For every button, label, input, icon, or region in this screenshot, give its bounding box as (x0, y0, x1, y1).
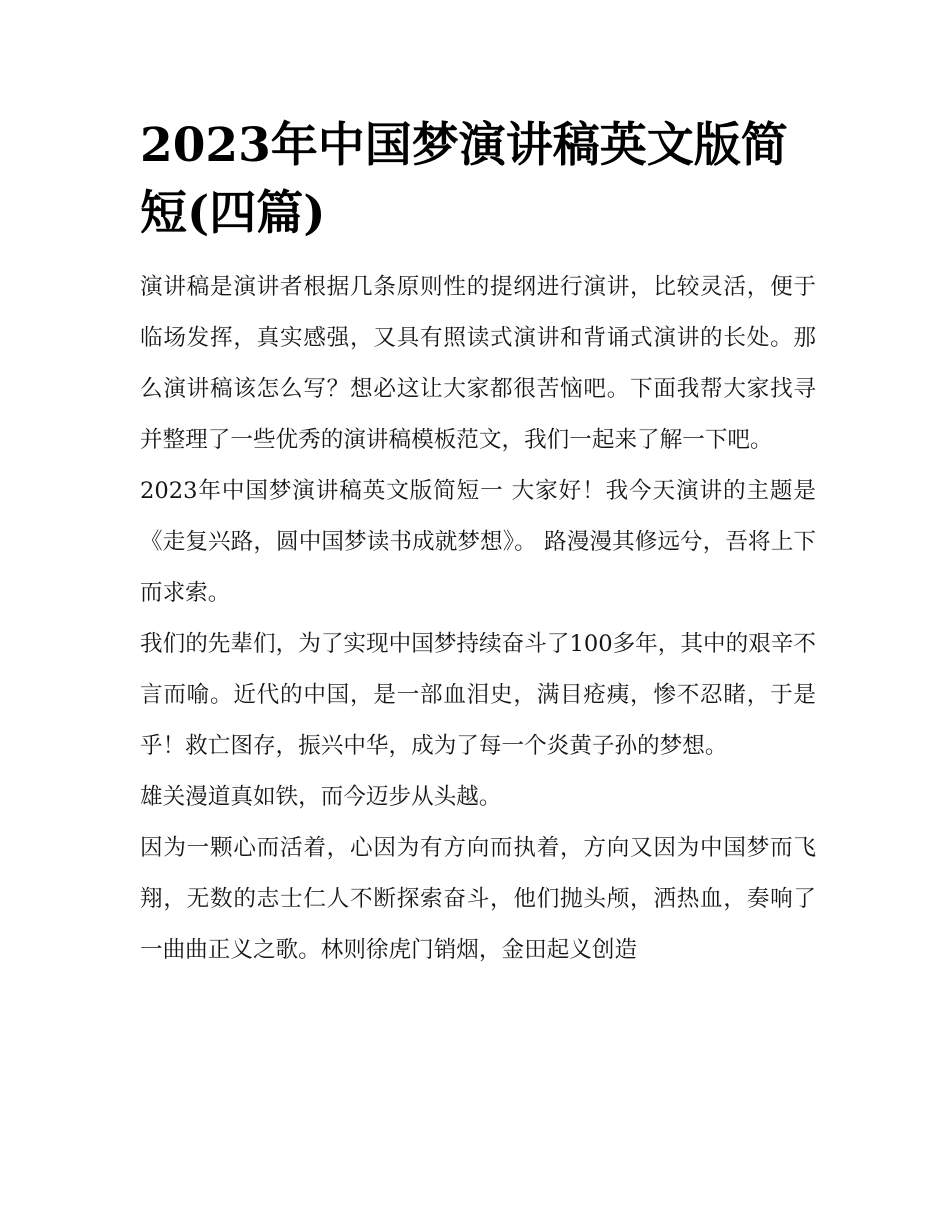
paragraph-intro: 演讲稿是演讲者根据几条原则性的提纲进行演讲，比较灵活，便于临场发挥，真实感强，又具有照读式演讲和背诵式演讲的长处。那么演讲稿该怎么写？想必这让大家都很苦恼吧。下面我帮大家找寻并整理了一些优秀的演讲稿模板范文，我们一起来了解一下吧。 (140, 274, 816, 453)
paragraph-heart-direction: 因为一颗心而活着，心因为有方向而执着，方向又因为中国梦而飞翔，无数的志士仁人不断探索奋斗，他们抛头颅，洒热血，奏响了一曲曲正义之歌。林则徐虎门销烟，金田起义创造 (140, 835, 816, 963)
paragraph-ancestors: 我们的先辈们，为了实现中国梦持续奋斗了100多年，其中的艰辛不言而喻。近代的中国，是一部血泪史，满目疮痍，惨不忍睹，于是乎！救亡图存，振兴中华，成为了每一个炎黄子孙的梦想。 (140, 631, 816, 759)
document-page (140, 112, 816, 976)
paragraph-speech-opening: 2023年中国梦演讲稿英文版简短一 大家好！我今天演讲的主题是《走复兴路，圆中国梦读书成就梦想》。 路漫漫其修远兮，吾将上下而求索。 (140, 478, 816, 606)
paragraph-poem-line: 雄关漫道真如铁，而今迈步从头越。 (140, 784, 502, 810)
document-title: 2023年中国梦演讲稿英文版简短(四篇) (140, 118, 788, 241)
